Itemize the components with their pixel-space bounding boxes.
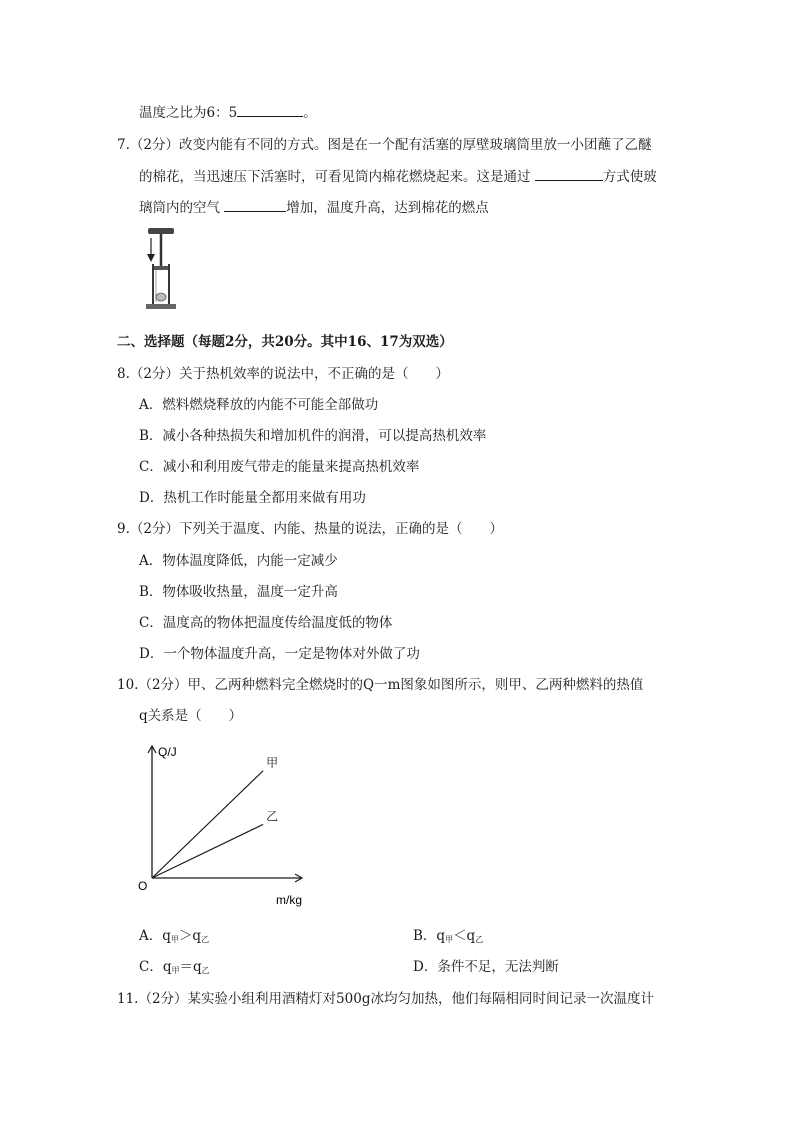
q8-option-c[interactable]: C．减小和利用废气带走的能量来提高热机效率 <box>139 459 420 475</box>
opt-b-mid: ＜q <box>453 928 476 944</box>
opt-b-sub-1: 甲 <box>445 935 454 944</box>
opt-b-pre: B．q <box>413 928 446 944</box>
q7-text-3a: 璃筒内的空气 <box>139 200 220 216</box>
q9-stem: 9.（2分）下列关于温度、内能、热量的说法，正确的是（ ） <box>117 521 503 537</box>
q7-text-2b: 方式使玻 <box>602 169 657 185</box>
chart-axes <box>148 746 302 882</box>
series-line-2 <box>152 824 263 878</box>
piston-head <box>154 266 168 270</box>
q10-stem-line-2: q关系是（ ） <box>139 708 243 724</box>
q7-stem-line-3 <box>139 198 489 217</box>
origin-label: O <box>138 879 148 893</box>
opt-a-pre: A．q <box>139 928 171 944</box>
q7-text-2a: 的棉花，当迅速压下活塞时，可看见筒内棉花燃烧起来。这是通过 <box>139 169 531 185</box>
q7-text-3b: 增加，温度升高，达到棉花的燃点 <box>286 200 489 216</box>
series-line-1 <box>152 771 263 878</box>
series-label-2: 乙 <box>266 809 279 824</box>
q11-stem: 11.（2分）某实验小组利用酒精灯对500g冰均匀加热，他们每隔相同时间记录一次温度计 <box>117 991 654 1007</box>
opt-c-sub-2: 乙 <box>201 966 210 975</box>
opt-a-sub-2: 乙 <box>201 935 210 944</box>
prev-question-tail: 温度之比为6：5 。 <box>139 105 317 121</box>
opt-b-sub-2: 乙 <box>475 935 484 944</box>
opt-c-pre: C．q <box>139 959 172 975</box>
q10-option-c[interactable] <box>139 958 210 980</box>
q10-option-b[interactable] <box>413 927 483 949</box>
q9-option-c[interactable]: C．温度高的物体把温度传给温度低的物体 <box>139 615 393 631</box>
q8-option-d[interactable]: D．热机工作时能量全都用来做有用功 <box>139 490 366 506</box>
opt-c-mid: ＝q <box>179 959 202 975</box>
cotton-ball-icon <box>156 293 166 301</box>
q10-option-d[interactable]: D．条件不足，无法判断 <box>413 959 559 975</box>
q8-option-b[interactable]: B．减小各种热损失和增加机件的润滑，可以提高热机效率 <box>139 428 487 444</box>
q7-blank-method[interactable] <box>535 167 603 181</box>
prev-question-text: 温度之比为6：5 <box>139 105 238 121</box>
piston-handle <box>148 228 174 234</box>
y-axis-label: Q/J <box>158 745 177 759</box>
piston-cylinder-icon <box>142 226 182 314</box>
q8-option-a[interactable]: A．燃料燃烧释放的内能不可能全部做功 <box>139 397 379 413</box>
down-arrow-icon <box>147 254 155 262</box>
q9-option-a[interactable]: A．物体温度降低，内能一定减少 <box>139 553 338 569</box>
q9-option-d[interactable]: D．一个物体温度升高，一定是物体对外做了功 <box>139 646 420 662</box>
x-axis-label: m/kg <box>276 893 303 907</box>
q-m-chart <box>130 738 310 908</box>
opt-a-sub-1: 甲 <box>170 935 179 944</box>
q7-blank-quantity[interactable] <box>224 198 286 212</box>
q7-stem-line-1: 7.（2分）改变内能有不同的方式。图是在一个配有活塞的厚壁玻璃筒里放一小团蘸了乙醚 <box>117 137 652 153</box>
opt-c-sub-1: 甲 <box>171 966 180 975</box>
cylinder-base <box>146 304 176 309</box>
q9-option-b[interactable]: B．物体吸收热量，温度一定升高 <box>139 584 338 600</box>
opt-a-mid: ＞q <box>178 928 202 944</box>
answer-blank[interactable] <box>237 103 303 117</box>
series-label-1: 甲 <box>266 755 279 770</box>
q7-stem-line-2 <box>139 167 657 186</box>
q10-option-a[interactable] <box>139 927 209 949</box>
section-title: 二、选择题（每题2分，共20分。其中16、17为双选） <box>117 334 453 350</box>
chart-series <box>152 756 278 878</box>
q8-stem: 8.（2分）关于热机效率的说法中，不正确的是（ ） <box>117 366 449 382</box>
q10-stem-line-1: 10.（2分）甲、乙两种燃料完全燃烧时的Q一m图象如图所示，则甲、乙两种燃料的热值 <box>117 677 644 693</box>
